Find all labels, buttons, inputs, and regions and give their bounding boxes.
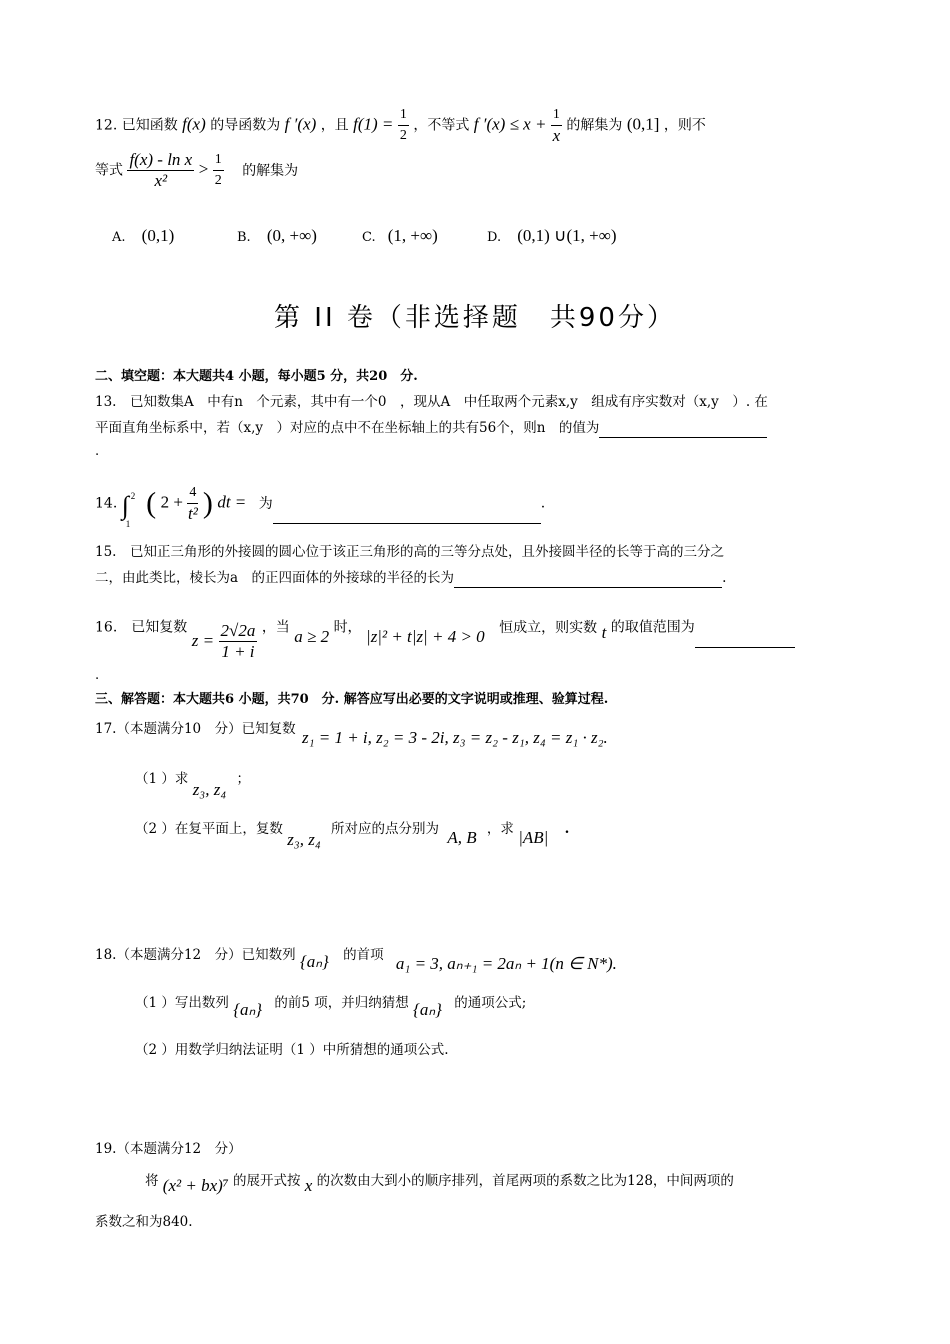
q16-end: . bbox=[95, 668, 100, 683]
q15-line2: 二，由此类比，棱长为a 的正四面体的外接球的半径的长为 . bbox=[95, 570, 727, 586]
q19-head: 19.（本题满分12 分） bbox=[95, 1141, 242, 1157]
q14-number: 14. bbox=[95, 495, 118, 512]
q12-math: f(x) bbox=[182, 114, 206, 134]
q12-line2 bbox=[95, 150, 298, 191]
q17-head: 17.（本题满分10 分）已知复数 z₁ = 1 + i, z₂ = 3 - 2i, z₃ = z₂ - z₁, z₄ = z₁ · z₂. bbox=[95, 721, 608, 747]
q13-end: . bbox=[95, 444, 100, 459]
q12-text: 的导函数为 bbox=[210, 117, 281, 134]
q14-answer-blank[interactable] bbox=[273, 507, 541, 524]
solve-heading: 三、解答题：本大题共6 小题，共70 分. 解答应写出必要的文字说明或推理、验算过程. bbox=[95, 692, 609, 707]
q12-text: ，且 bbox=[320, 117, 349, 134]
q12-text: ，不等式 bbox=[413, 117, 470, 134]
q14-line: 14. ∫ 2 1 ( 2 + $\frac{4}{\text{t²}}$ ) dt = 为 . bbox=[95, 485, 546, 529]
q15-line1: 15. 已知正三角形的外接圆的圆心位于该正三角形的高的三等分点处，且外接圆半径的长等于高的三分之 bbox=[95, 544, 724, 560]
q12-math: f(1) = bbox=[353, 114, 394, 134]
q12-number: 12. bbox=[95, 117, 118, 134]
q14-fraction: $\frac{4}{\text{t²}}$ bbox=[188, 485, 198, 523]
q16-answer-blank[interactable] bbox=[695, 631, 795, 648]
q17-part1: （1 ）求 z₃, z₄ ； bbox=[135, 771, 251, 799]
q12-text: 已知函数 bbox=[121, 117, 178, 134]
q12-text: 的解集为 bbox=[566, 117, 623, 134]
fill-heading: 二、填空题：本大题共4 小题，每小题5 分，共20 分. bbox=[95, 369, 418, 384]
q18-part1: （1 ）写出数列 {aₙ} 的前5 项，并归纳猜想 {aₙ} 的通项公式; bbox=[135, 995, 527, 1019]
integral-sign: ∫ 2 1 bbox=[121, 490, 136, 529]
q12-line1 bbox=[95, 105, 706, 146]
q16-fraction: $\frac{2√2a}{1 + i}$ bbox=[220, 621, 256, 661]
q12-fraction: $\frac{1}{2}$ bbox=[399, 107, 407, 143]
q13-line2: 平面直角坐标系中，若（x,y ）对应的点中不在坐标轴上的共有56个，则n 的值为 bbox=[95, 418, 767, 438]
q19-line2: 系数之和为840. bbox=[95, 1214, 193, 1230]
q19-line1: 将 (x² + bx)⁷ 的展开式按 x 的次数由大到小的顺序排列，首尾两项的系数之比为128，中间两项的 bbox=[145, 1173, 734, 1195]
q18-part2: （2 ）用数学归纳法证明（1 ）中所猜想的通项公式. bbox=[135, 1042, 449, 1058]
q17-part2: （2 ）在复平面上，复数 z₃, z₄ 所对应的点分别为 A, B ，求 |AB| . bbox=[135, 821, 570, 849]
q12-math: > bbox=[198, 159, 209, 179]
q15-answer-blank[interactable] bbox=[454, 571, 722, 588]
section-title: 第 II 卷（非选择题 共90分） bbox=[274, 303, 676, 333]
q13-answer-blank[interactable] bbox=[599, 421, 767, 438]
q12-math: f ′(x) bbox=[284, 114, 317, 134]
q18-head: 18.（本题满分12 分）已知数列 {aₙ} 的首项 a₁ = 3, aₙ₊₁ = 2aₙ + 1(n ∈ N*). bbox=[95, 947, 617, 973]
q12-math: (0,1] bbox=[626, 114, 660, 134]
q12-text: 的解集为 bbox=[242, 162, 299, 179]
q13-line1: 13. 已知数集A 中有n 个元素，其中有一个0 ，现从A 中任取两个元素x,y 组成有序实数对（x,y ）. 在 bbox=[95, 394, 768, 410]
q12-math: f ′(x) ≤ x + bbox=[473, 114, 547, 134]
q16-line: 16. 已知复数 z = $\frac{2√2a}{1 + i}$ ，当 a ≥ 2 时， |z|² + t|z| + 4 > 0 恒成立，则实数 t 的取值范围为 bbox=[95, 607, 795, 648]
q12-text: ，则不 bbox=[663, 117, 706, 134]
q12-fraction-main: $\frac{\text{f(x) - ln x}}{\text{x²}}$ bbox=[129, 150, 193, 190]
q12-text: 等式 bbox=[95, 162, 123, 179]
option-b: B. (0, +∞) bbox=[237, 226, 317, 245]
q12-fraction: $\frac{1}{x}$ bbox=[552, 107, 561, 145]
q12-fraction: $\frac{1}{2}$ bbox=[214, 152, 222, 188]
option-c: C. (1, +∞) bbox=[362, 226, 438, 245]
option-a: A. (0,1) bbox=[112, 226, 175, 245]
option-d: D. (0,1) ∪(1, +∞) bbox=[487, 226, 617, 245]
